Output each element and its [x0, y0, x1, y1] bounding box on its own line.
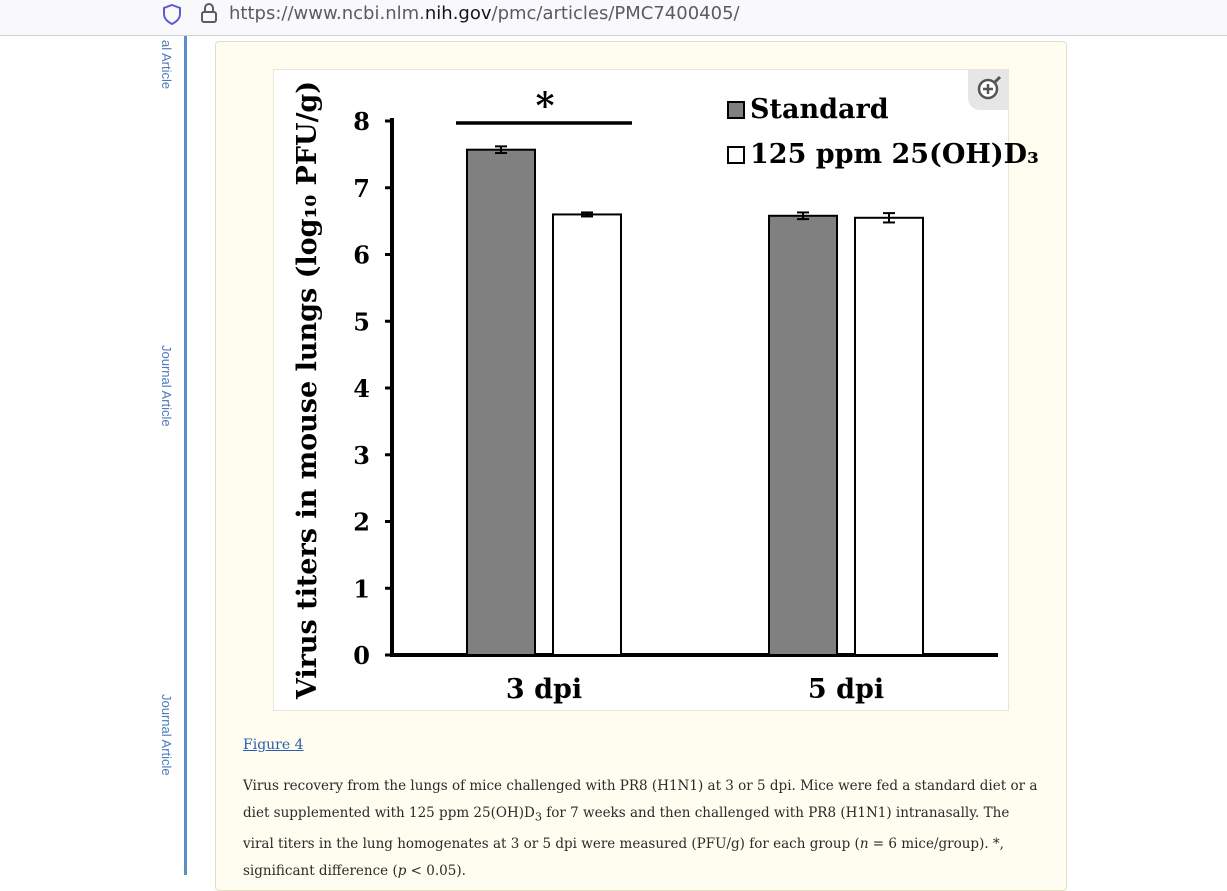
figure-link[interactable]: Figure 4	[243, 737, 304, 753]
url-prefix: https://www.ncbi.nlm.	[229, 3, 425, 24]
url-host: nih.gov	[424, 3, 492, 24]
y-tick-label: 2	[353, 507, 370, 537]
url-text[interactable]	[229, 3, 740, 24]
significance-star: *	[535, 85, 555, 127]
bar	[769, 216, 837, 655]
bar	[467, 150, 535, 655]
timeline-label[interactable]: al Article	[159, 40, 174, 90]
caption-italic: n	[859, 835, 869, 852]
y-tick-label: 7	[353, 173, 370, 203]
x-tick-label: 5 dpi	[807, 674, 885, 705]
caption-text: for 7 weeks and then challenged with PR8 (H1N1) intranasally. The viral titers in the lung homogenates at 3 or 5 dpi were measured (PFU/g) for each group (	[243, 805, 1010, 852]
zoom-in-icon[interactable]	[968, 70, 1008, 110]
figure-caption	[243, 773, 1043, 885]
x-tick-label: 3 dpi	[505, 674, 583, 705]
y-tick-label: 4	[353, 374, 370, 403]
article-timeline-rail	[159, 36, 188, 875]
caption-text: Virus recovery from the lungs of mice challenged with PR8 (H1N1) at 3 or 5 dpi. Mice were fed a standard diet or a diet supplemented with 125 ppm 25(OH)D	[243, 778, 1038, 821]
legend-label: 125 ppm 25(OH)D₃	[750, 139, 1039, 170]
timeline-label[interactable]: Journal Article	[159, 694, 174, 776]
legend-label: Standard	[750, 94, 889, 125]
timeline-label[interactable]: Journal Article	[159, 345, 174, 427]
bar	[553, 214, 621, 655]
y-tick-label: 3	[353, 440, 370, 470]
caption-italic: p	[397, 862, 407, 879]
browser-address-bar[interactable]	[0, 0, 1227, 36]
y-tick-label: 1	[353, 574, 370, 604]
url-suffix: /pmc/articles/PMC7400405/	[491, 3, 740, 24]
y-tick-label: 8	[353, 107, 370, 136]
shield-icon[interactable]	[160, 2, 184, 26]
caption-text: = 6 mice/group). *, significant difference (	[243, 835, 1004, 879]
y-axis-label: Virus titers in mouse lungs (log₁₀ PFU/g)	[292, 80, 323, 700]
y-tick-label: 6	[353, 240, 370, 270]
timeline-line	[184, 36, 187, 875]
y-tick-label: 0	[353, 641, 370, 670]
y-tick-label: 5	[353, 307, 370, 337]
legend-swatch	[728, 102, 744, 118]
lock-icon[interactable]	[197, 1, 221, 25]
bar-chart	[274, 70, 1039, 712]
caption-text: < 0.05).	[406, 862, 466, 879]
figure-image[interactable]	[273, 69, 1039, 711]
bar	[855, 218, 923, 655]
legend-swatch	[728, 147, 744, 163]
caption-subscript: 3	[534, 810, 542, 824]
